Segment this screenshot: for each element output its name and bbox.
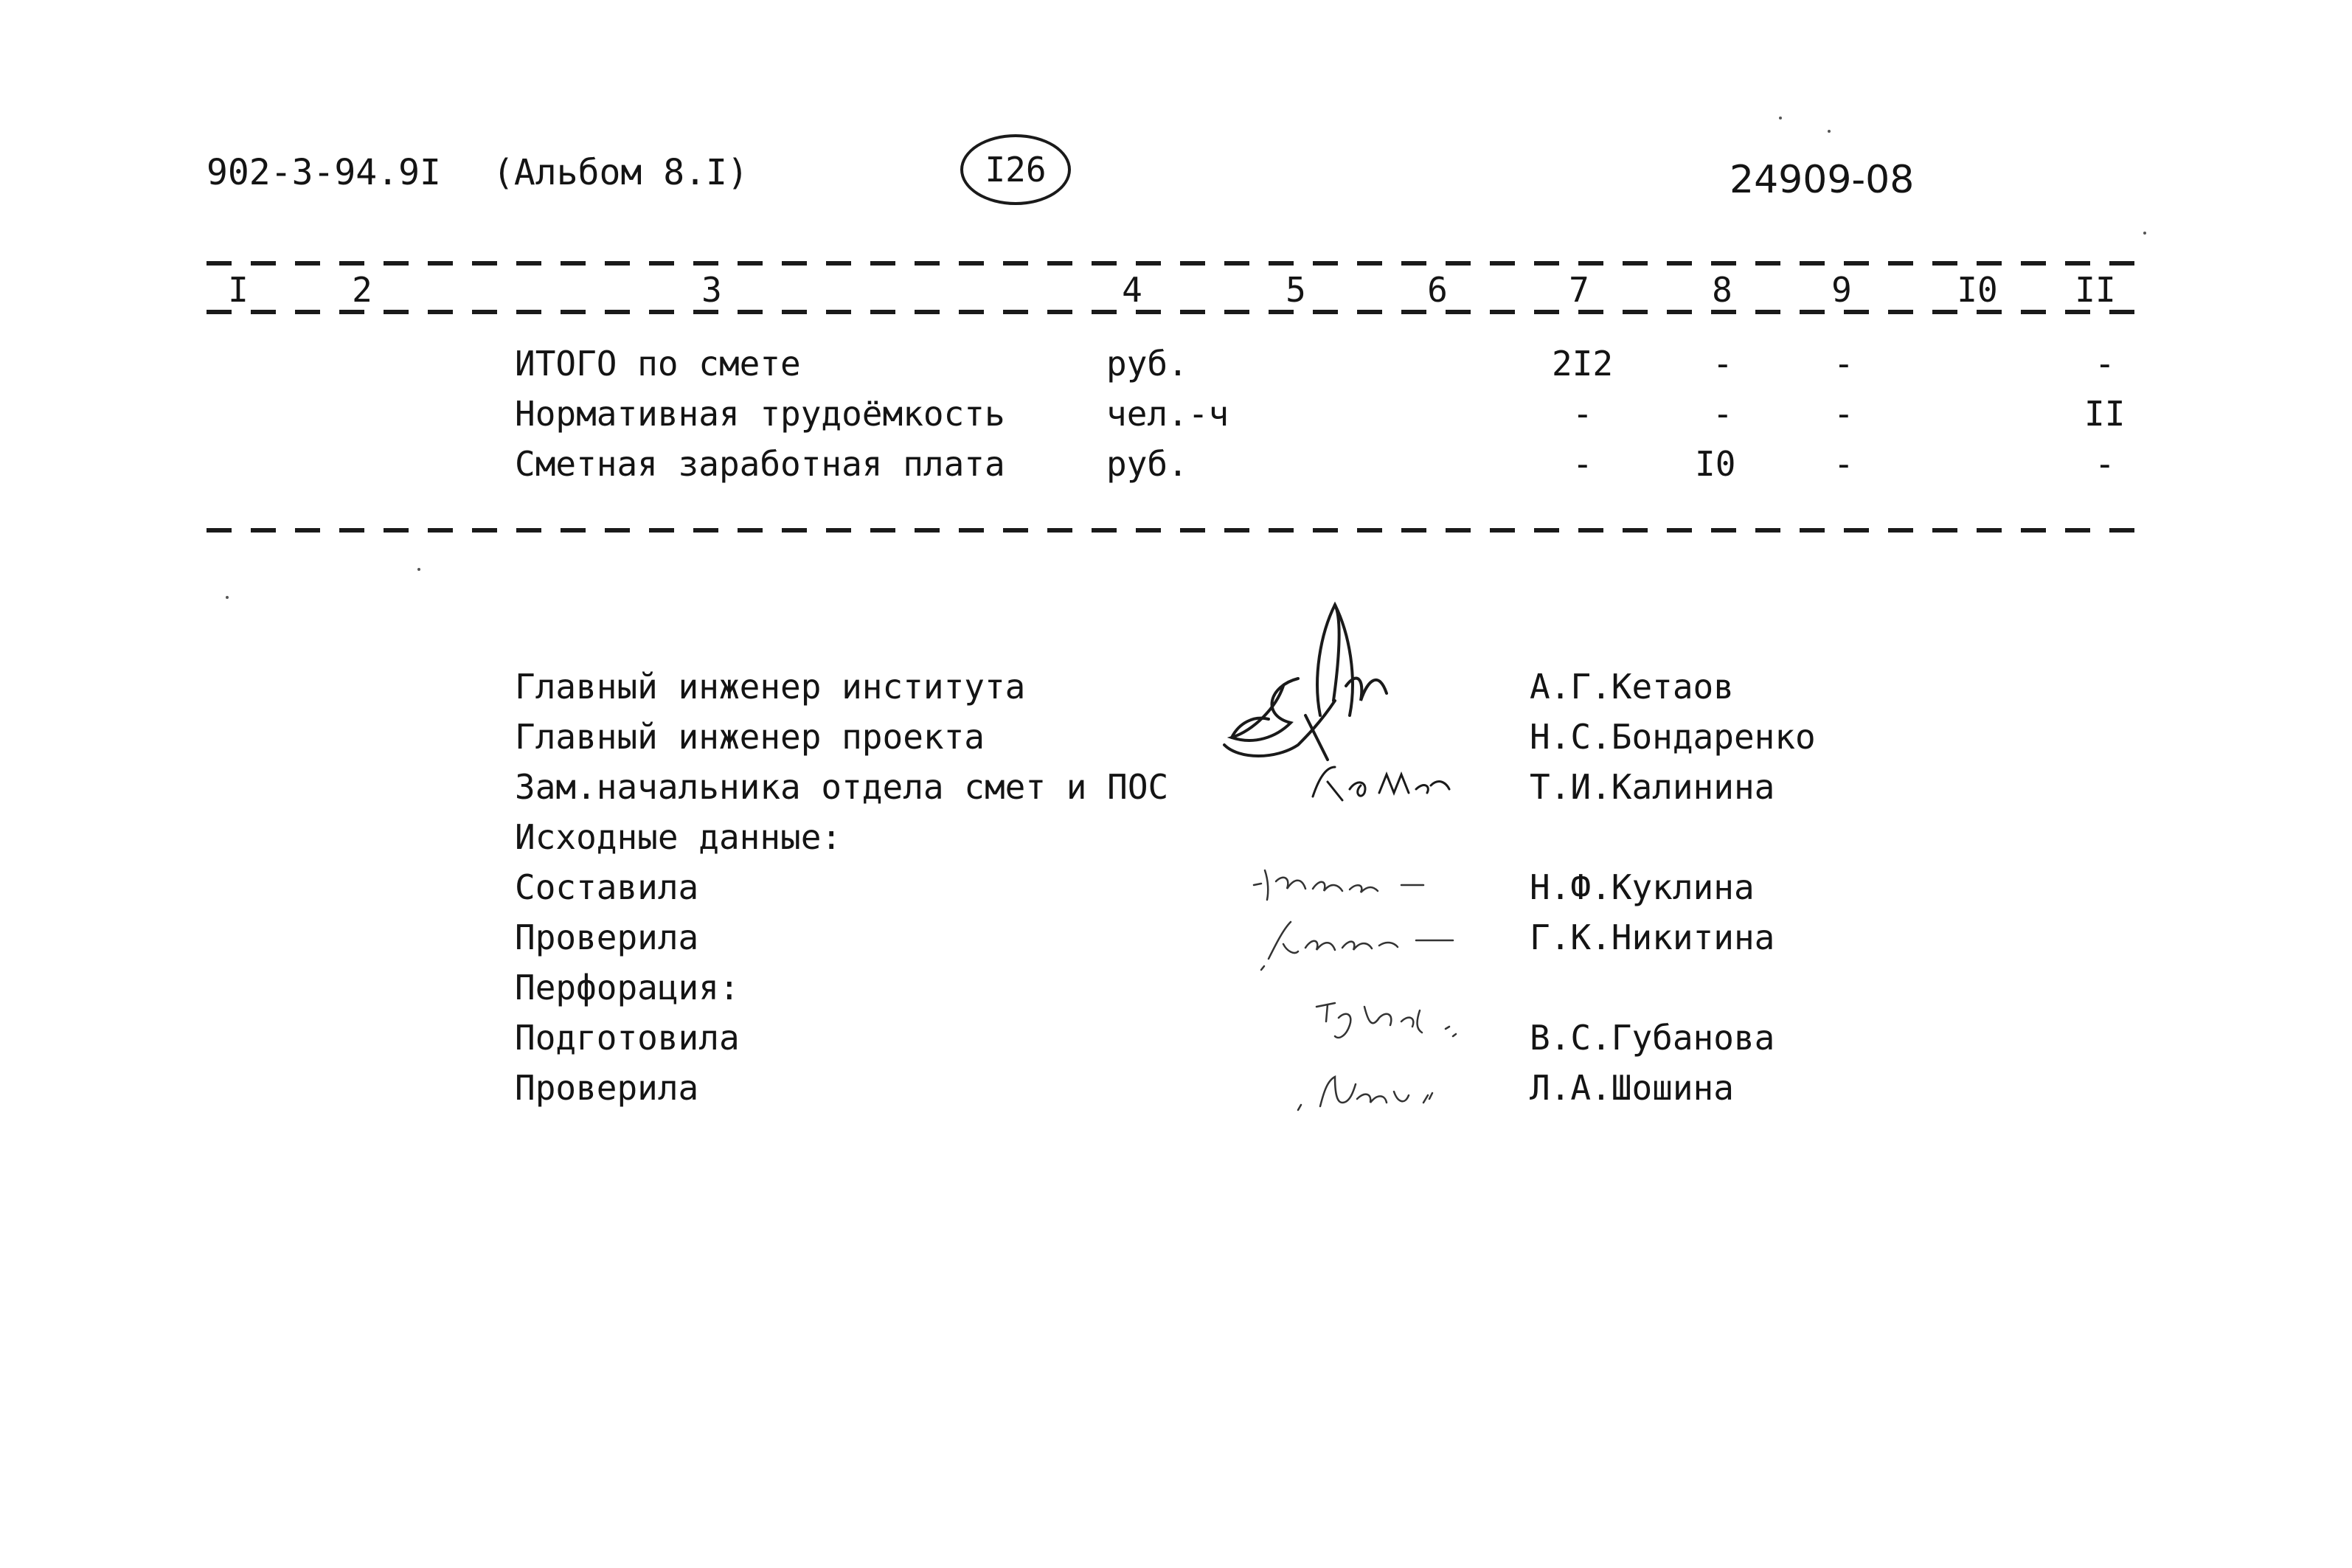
row-name: ИТОГО по смете [515,344,801,384]
column-number: 5 [1286,270,1306,310]
page-number-circle [960,134,1071,205]
signer-name: А.Г.Кетаов [1530,667,1734,707]
row-unit: руб. [1106,344,1188,384]
column-number: II [2075,270,2116,310]
cell-col7: - [1572,394,1593,434]
signer-role: Главный инженер института [515,667,1026,707]
signer-name: Л.А.Шошина [1530,1068,1734,1108]
signer-role: Составила [515,867,699,907]
table-header-rule [207,310,2139,314]
signer-name: Н.Ф.Куклина [1530,867,1755,907]
column-number: 3 [701,270,722,310]
signer-name: Н.С.Бондаренко [1530,717,1816,757]
row-unit: чел.-ч [1106,394,1229,434]
cell-col7: 2I2 [1552,344,1614,384]
signer-role: Проверила [515,917,699,957]
section-heading: Исходные данные: [515,817,842,857]
column-number: 8 [1712,270,1732,310]
signer-role: Главный инженер проекта [515,717,985,757]
cell-col8: - [1713,344,1733,384]
signer-name: Т.И.Калинина [1530,767,1775,807]
cell-col11: II [2084,394,2126,434]
signer-name: Г.К.Никитина [1530,917,1775,957]
cell-col7: - [1572,444,1593,484]
column-number: 2 [352,270,372,310]
cell-col11: - [2095,344,2115,384]
handwritten-signature [1283,1062,1475,1121]
handwritten-signature [1305,988,1497,1055]
signer-role: Зам.начальника отдела смет и ПОС [515,767,1169,807]
column-number: 4 [1122,270,1142,310]
album-label: (Альбом 8.I) [493,152,749,193]
cell-col8: I0 [1695,444,1736,484]
handwritten-signature [1246,856,1468,907]
column-number: I0 [1957,270,1998,310]
handwritten-signature [1298,752,1475,811]
cell-col9: - [1834,344,1854,384]
column-number: 6 [1427,270,1448,310]
table-top-rule [207,261,2139,266]
row-name: Нормативная трудоёмкость [515,394,1005,434]
row-unit: руб. [1106,444,1188,484]
signer-name: В.С.Губанова [1530,1018,1775,1058]
signer-role: Проверила [515,1068,699,1108]
section-heading: Перфорация: [515,968,740,1007]
column-number: 9 [1831,270,1852,310]
document-code: 902-3-94.9I [207,152,441,193]
column-number: 7 [1569,270,1589,310]
cell-col9: - [1834,394,1854,434]
page-number: I26 [985,150,1047,190]
cell-col11: - [2095,444,2115,484]
handwritten-signature [1254,907,1475,974]
table-bottom-rule [207,528,2139,533]
signer-role: Подготовила [515,1018,740,1058]
column-number: I [228,270,249,310]
archive-number: 24909-08 [1730,158,1915,202]
row-name: Сметная заработная плата [515,444,1005,484]
cell-col8: - [1713,394,1733,434]
cell-col9: - [1834,444,1854,484]
